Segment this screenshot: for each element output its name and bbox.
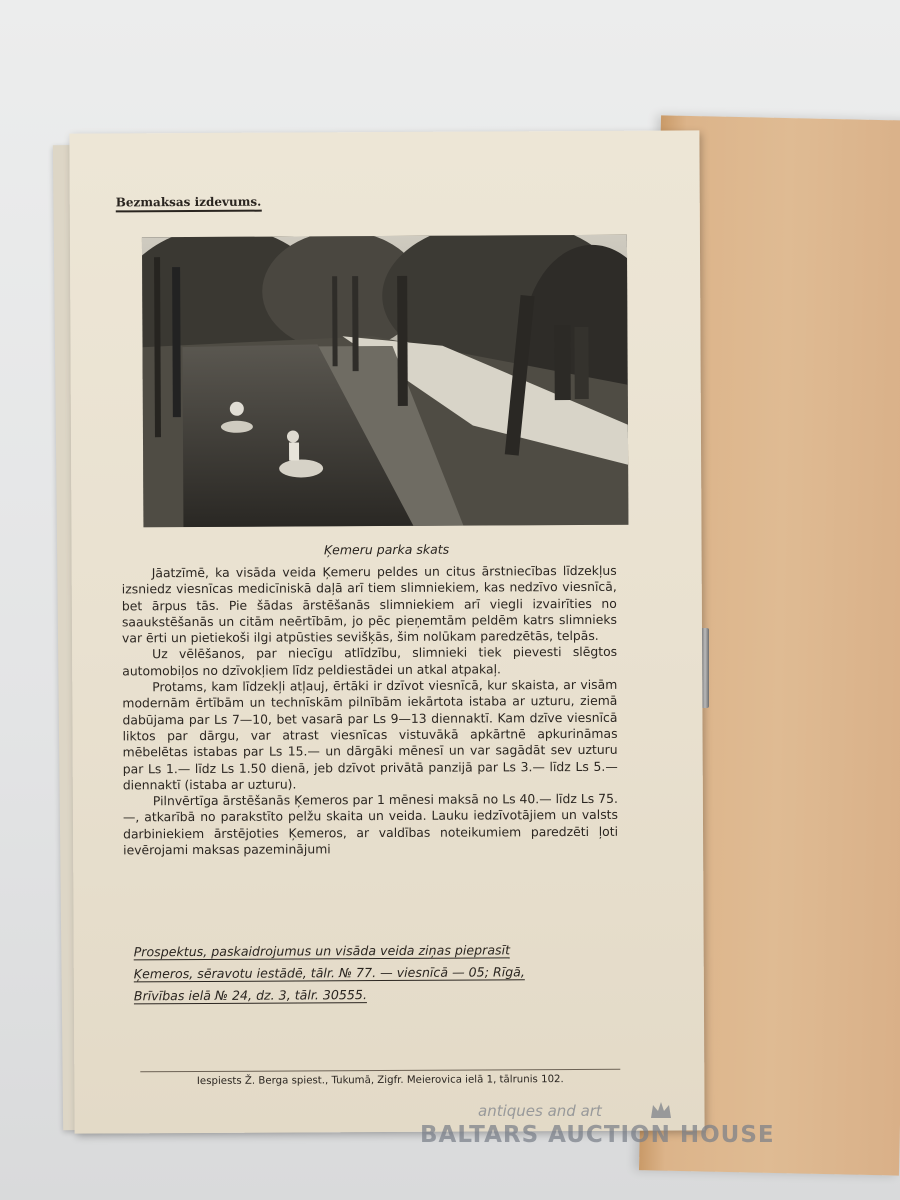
paragraph: Protams, kam līdzekļi atļauj, ērtāki ir dzīvot viesnīcā, kur skaista, ar visām modernām ērtībām un technīskām pilnībām iekārtota istaba ar uzturu, ziemā dabūjama par Ls 7—10, bet vasarā par Ls 9—13 diennaktī. Kam dzīve viesnīcā liktos par dārgu, var atrast viesnīcas vistuvākā apkārtnē apkurināmas mēbelētas istabas par Ls 15.— un dārgāki mēnesī un var sagādāt sev uzturu par Ls 1.— līdz Ls 1.50 dienā, jeb dzīvot privātā panzijā par Ls 3.— līdz Ls 5.— diennaktī (istaba ar uzturu).	[122, 676, 618, 793]
brochure-page	[69, 130, 704, 1133]
printer-imprint: Iespiests Ž. Berga spiest., Tukumā, Zigfr. Meierovica ielā 1, tālrunis 102.	[140, 1069, 620, 1088]
paragraph: Jāatzīmē, ka visāda veida Ķemeru peldes un citus ārstniecības līdzekļus izsniedz viesnīcas medicīniskā daļā arī tiem slimniekiem, kas nedzīvo viesnīcā, bet ārpus tās. Pie šādas ārstēšanās slimniekiem arī viegli izvairīties no saaukstēšanās un citām neērtībām, jo pēc pieņemtām peldēm katrs slimnieks var ērti un pietiekoši ilgi atpūsties sevišķās, šim nolūkam paredzētās, telpās.	[121, 562, 617, 646]
photo-caption: Ķemeru parka skats	[323, 541, 450, 558]
contact-line: Ķemeros, sēravotu iestādē, tālr. № 77. — viesnīcā — 05; Rīgā,	[133, 964, 525, 982]
body-text	[122, 563, 619, 859]
park-photo	[142, 235, 629, 528]
contact-info	[134, 939, 614, 1008]
paragraph: Pilnvērtīga ārstēšanās Ķemeros par 1 mēnesi maksā no Ls 40.— līdz Ls 75.—, atkarībā no parakstīto pelžu skaita un veida. Lauku iedzīvotājiem un valsts darbiniekiem ārstējoties Ķemeros, ar valdības noteikumiem paredzēti ļoti ievērojami maksas pazeminājumi	[122, 790, 619, 858]
watermark-tagline: antiques and art	[478, 1102, 602, 1120]
header-label: Bezmaksas izdevums.	[116, 195, 262, 213]
contact-line: Brīvības ielā № 24, dz. 3, tālr. 30555.	[133, 987, 367, 1004]
paragraph: Uz vēlēšanos, par niecīgu atlīdzību, slimnieki tiek pievesti slēgtos automobiļos no dzīvokļiem līdz peldiestādei un atkal atpakaļ.	[122, 644, 618, 679]
watermark-name: BALTARS AUCTION HOUSE	[420, 1122, 775, 1148]
contact-line: Prospektus, paskaidrojumus un visāda veida ziņas pieprasīt	[133, 942, 511, 960]
crown-icon	[650, 1100, 672, 1120]
park-photo-image	[142, 235, 629, 528]
